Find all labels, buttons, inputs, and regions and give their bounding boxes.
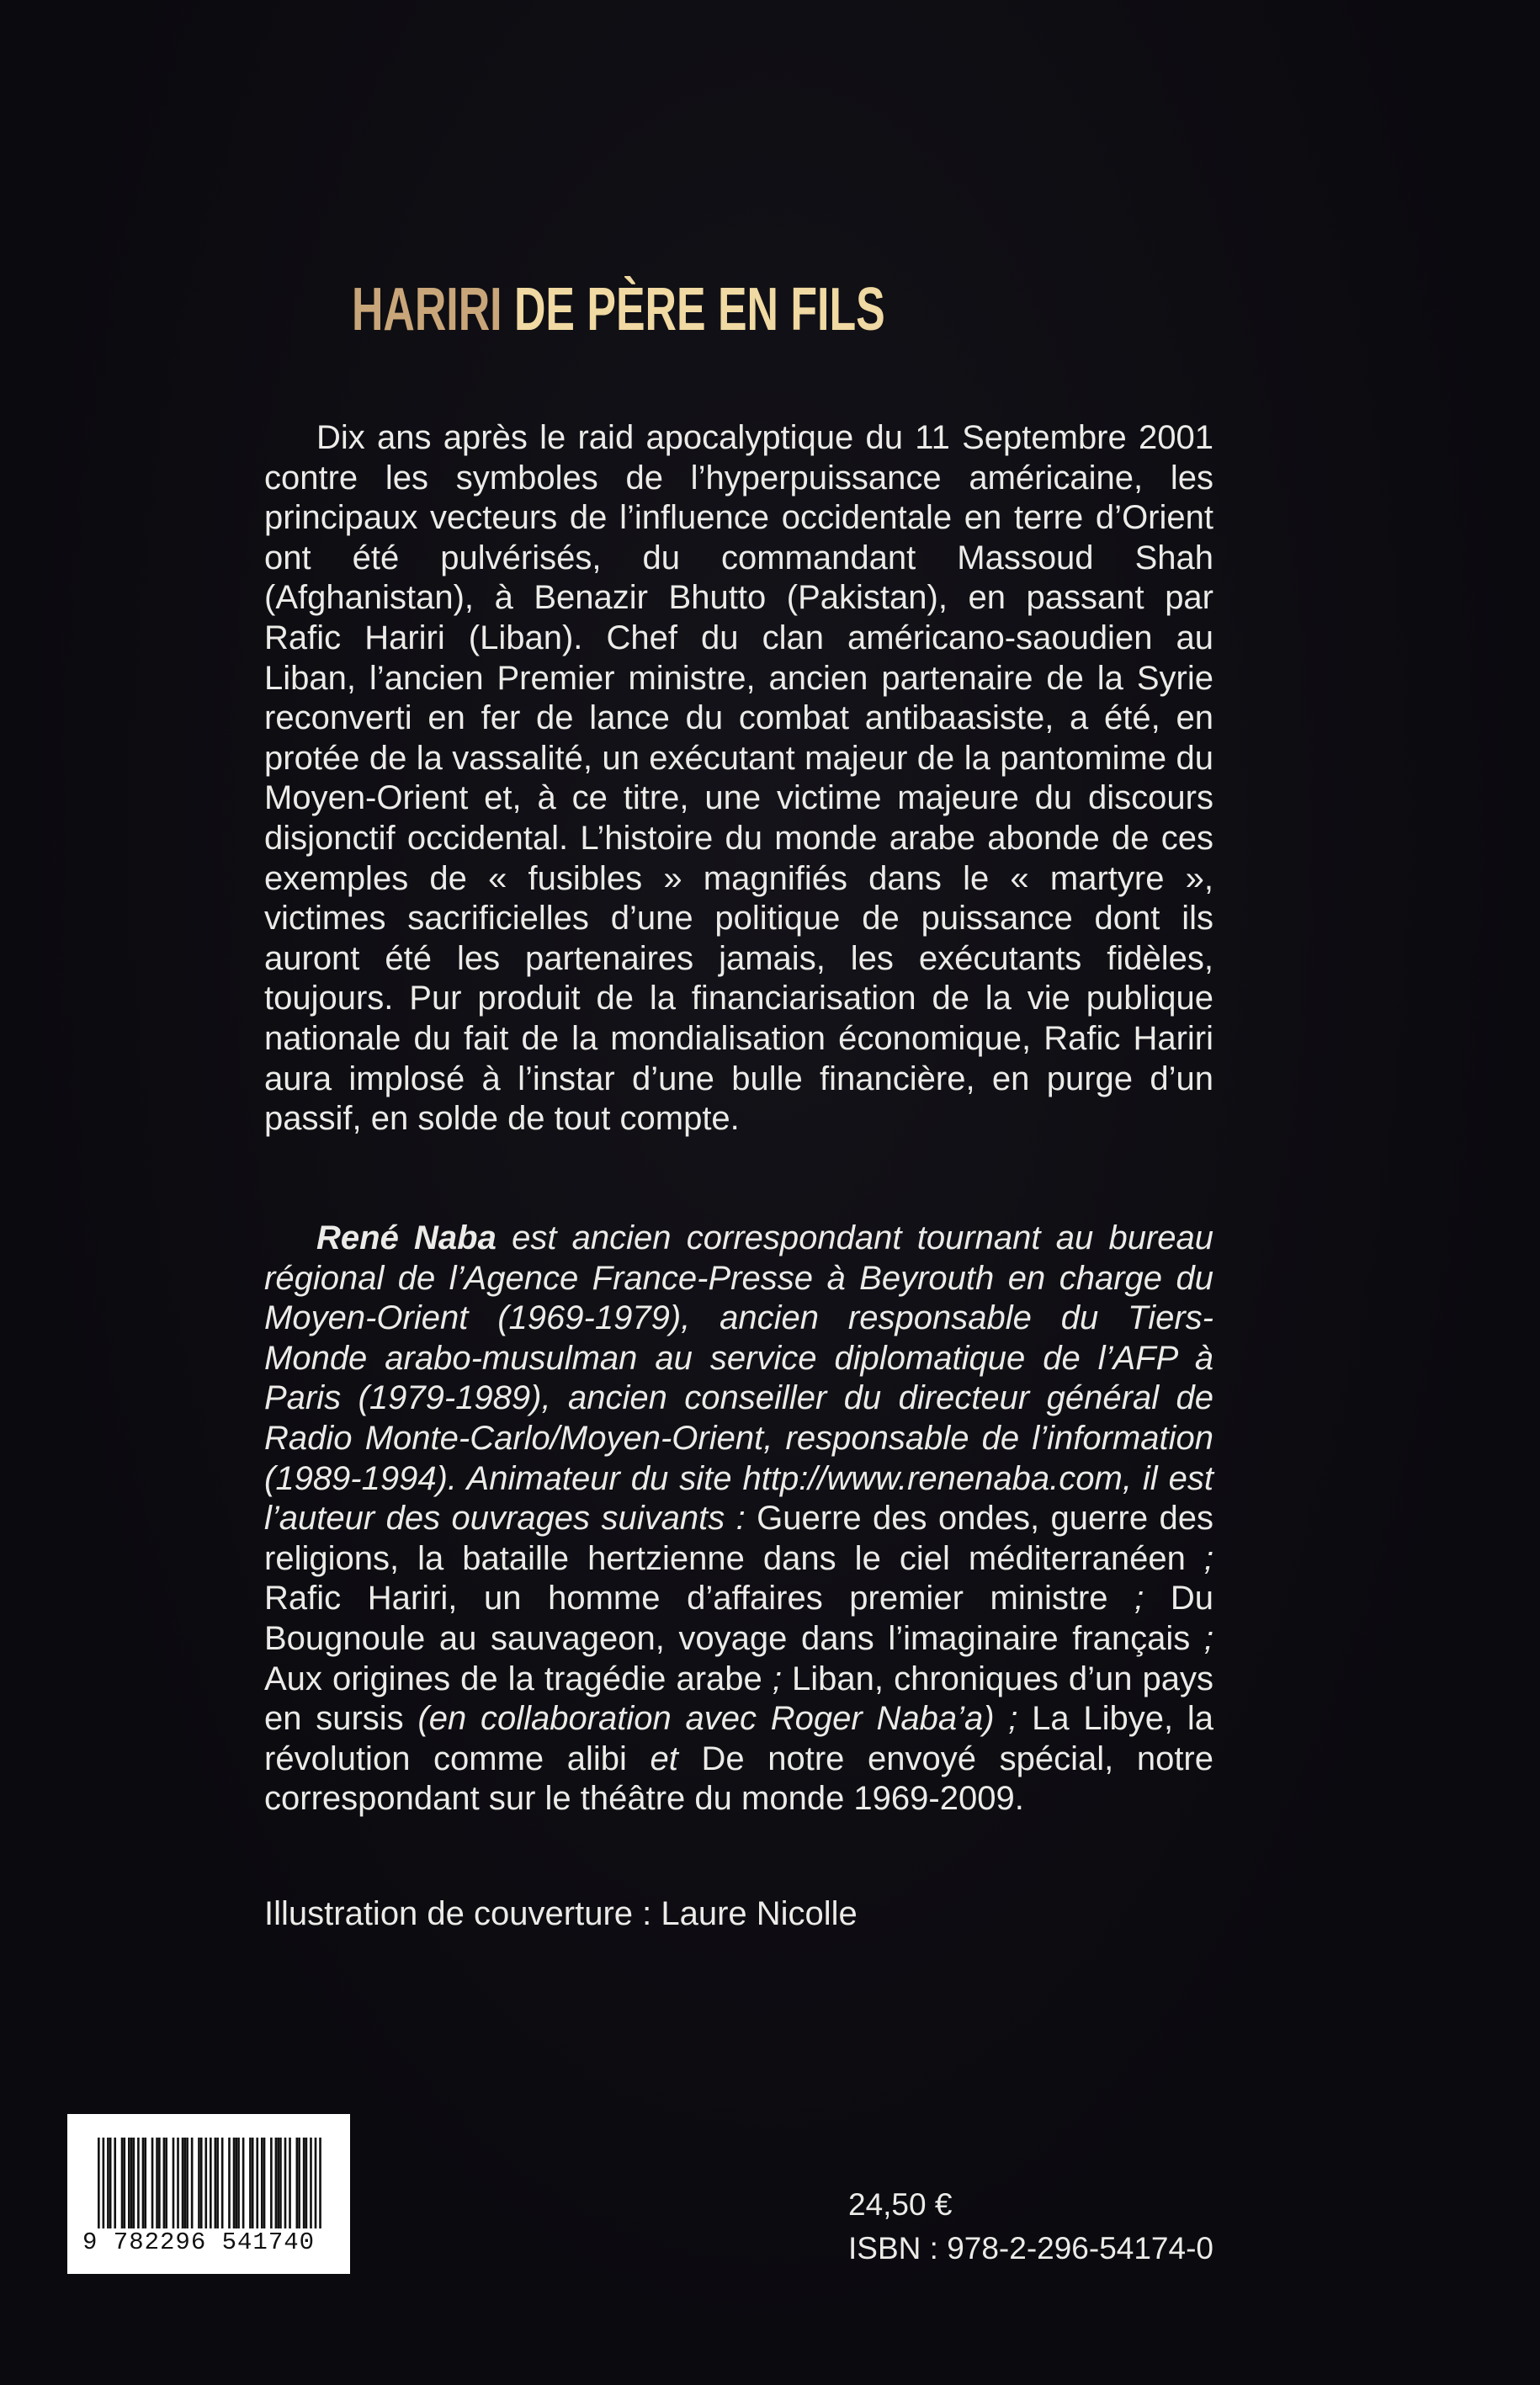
barcode-bar (252, 2138, 254, 2228)
barcode-bar (128, 2138, 130, 2228)
work-title: Aux origines de la tragédie arabe (264, 1660, 762, 1697)
barcode-bar (198, 2138, 200, 2228)
barcode-bar (263, 2138, 266, 2228)
work-title: Du Bougnoule au sauvageon, voyage dans l’imaginaire français (264, 1580, 1214, 1657)
illustration-credit: Illustration de couverture : Laure Nicolle (264, 1895, 858, 1932)
author-bio-paragraph (264, 1219, 1213, 1819)
barcode-bar (142, 2138, 145, 2228)
barcode-digits: 9 782296 541740 (82, 2228, 316, 2256)
barcode-bar (284, 2138, 287, 2228)
barcode-bar (233, 2138, 236, 2228)
work-title: La Libye, la révolution comme alibi (264, 1700, 1213, 1777)
barcode-bar (204, 2138, 207, 2228)
barcode-bar (158, 2138, 161, 2228)
barcode-bar (165, 2138, 167, 2228)
separator: ; (1190, 1619, 1213, 1657)
barcode-bar (215, 2138, 217, 2228)
barcode-bar (163, 2138, 166, 2228)
barcode-bar (296, 2138, 299, 2228)
isbn: ISBN : 978-2-296-54174-0 (848, 2231, 1213, 2265)
barcode-bar (130, 2138, 133, 2228)
barcode-bar (182, 2138, 184, 2228)
barcode-bar (184, 2138, 187, 2228)
barcode-bar (137, 2138, 140, 2228)
barcode-bar (103, 2138, 105, 2228)
barcode-bar (305, 2138, 308, 2228)
barcode-bar (303, 2138, 305, 2228)
separator: ; (1107, 1580, 1171, 1617)
barcode-bar (256, 2138, 258, 2228)
barcode-bar (319, 2138, 321, 2228)
barcode-bar (228, 2138, 231, 2228)
conjunction: et (626, 1740, 702, 1777)
barcode-bar (249, 2138, 252, 2228)
barcode-bar (310, 2138, 312, 2228)
barcode-bar (144, 2138, 146, 2228)
barcode-bar (186, 2138, 189, 2228)
separator: ; (762, 1660, 793, 1697)
barcode-bar (277, 2138, 279, 2228)
barcode-bar (177, 2138, 179, 2228)
title-part-de-pere-en-fils: DE PÈRE EN FILS (513, 276, 885, 343)
author-name: René Naba (316, 1219, 497, 1256)
barcode (67, 2114, 350, 2274)
barcode-bar (121, 2138, 124, 2228)
barcode-bar (191, 2138, 194, 2228)
price-isbn-block (848, 2183, 1213, 2271)
barcode-bar (216, 2138, 219, 2228)
barcode-bar (221, 2138, 224, 2228)
barcode-bar (98, 2138, 100, 2228)
barcode-bar (114, 2138, 116, 2228)
barcode-bar (200, 2138, 203, 2228)
barcode-bar (235, 2138, 237, 2228)
barcode-bars (98, 2138, 321, 2228)
barcode-bar (237, 2138, 240, 2228)
barcode-bar (315, 2138, 317, 2228)
book-title (352, 276, 885, 343)
barcode-bar (261, 2138, 263, 2228)
barcode-bar (107, 2138, 109, 2228)
work-title: Rafic Hariri, un homme d’affaires premier ministre (264, 1580, 1108, 1617)
barcode-bar (156, 2138, 158, 2228)
price: 24,50 € (848, 2187, 953, 2222)
work-title: Liban, chroniques d’un pays en sursis (264, 1660, 1213, 1738)
barcode-bar (270, 2138, 273, 2228)
barcode-bar (289, 2138, 291, 2228)
barcode-bar (298, 2138, 300, 2228)
work-title: Guerre des ondes, guerre des religions, la bataille hertzienne dans le ciel méditerranéen (264, 1500, 1214, 1577)
synopsis-paragraph: Dix ans après le raid apocalyptique du 11 Septembre 2001 contre les symboles de l’hyperpuissance américaine, les principaux vecteurs de l’influence occidentale en terre d’Orient ont été pulvérisés, du commandant Massoud Shah (Afghanistan), à Benazir Bhutto (Pakistan), en passant par Rafic Hariri (Liban). Chef du clan américano-saoudien au Liban, l’ancien Premier ministre, ancien partenaire de la Syrie reconverti en fer de lance du combat antibaasiste, a été, en protée de la vassalité, un exécutant majeur de la pantomime du Moyen-Orient et, à ce titre, une victime majeure du discours disjonctif occidental. L’histoire du monde arabe abonde de ces exemples de « fusibles » magnifiés dans le « martyre », victimes sacrificielles d’une politique de puissance dont ils auront été les partenaires jamais, les exécutants fidèles, toujours. Pur produit de la financiarisation de la vie publique nationale du fait de la mondialisation économique, Rafic Hariri aura implosé à l’instar d’une bulle financière, en purge d’un passif, en solde de tout compte. (264, 419, 1213, 1138)
barcode-bar (210, 2138, 212, 2228)
work-title: De notre envoyé spécial, notre correspondant sur le théâtre du monde 1969-2009. (264, 1740, 1213, 1818)
barcode-bar (173, 2138, 175, 2228)
separator: ; (1185, 1539, 1213, 1577)
barcode-bar (151, 2138, 154, 2228)
collaboration-note: (en collaboration avec Roger Naba’a) ; (403, 1700, 1033, 1738)
barcode-bar (109, 2138, 112, 2228)
barcode-bar (133, 2138, 135, 2228)
barcode-bar (123, 2138, 125, 2228)
barcode-bar (279, 2138, 282, 2228)
barcode-bar (242, 2138, 245, 2228)
title-part-hariri: HARIRI (352, 276, 502, 343)
barcode-bar (275, 2138, 278, 2228)
bio-intro: est ancien correspondant tournant au bureau régional de l’Agence France-Presse à Beyrouth en charge du Moyen-Orient (1969-1979), ancien responsable du Tiers-Monde arabo-musulman au service diplomatique de l’AFP à Paris (1979-1989), ancien conseiller du directeur général de Radio Monte-Carlo/Moyen-Orient, responsable de l’information (1989-1994). Animateur du site http://www.renenaba.com, il est l’auteur des ouvrages suivants : (264, 1219, 1213, 1538)
